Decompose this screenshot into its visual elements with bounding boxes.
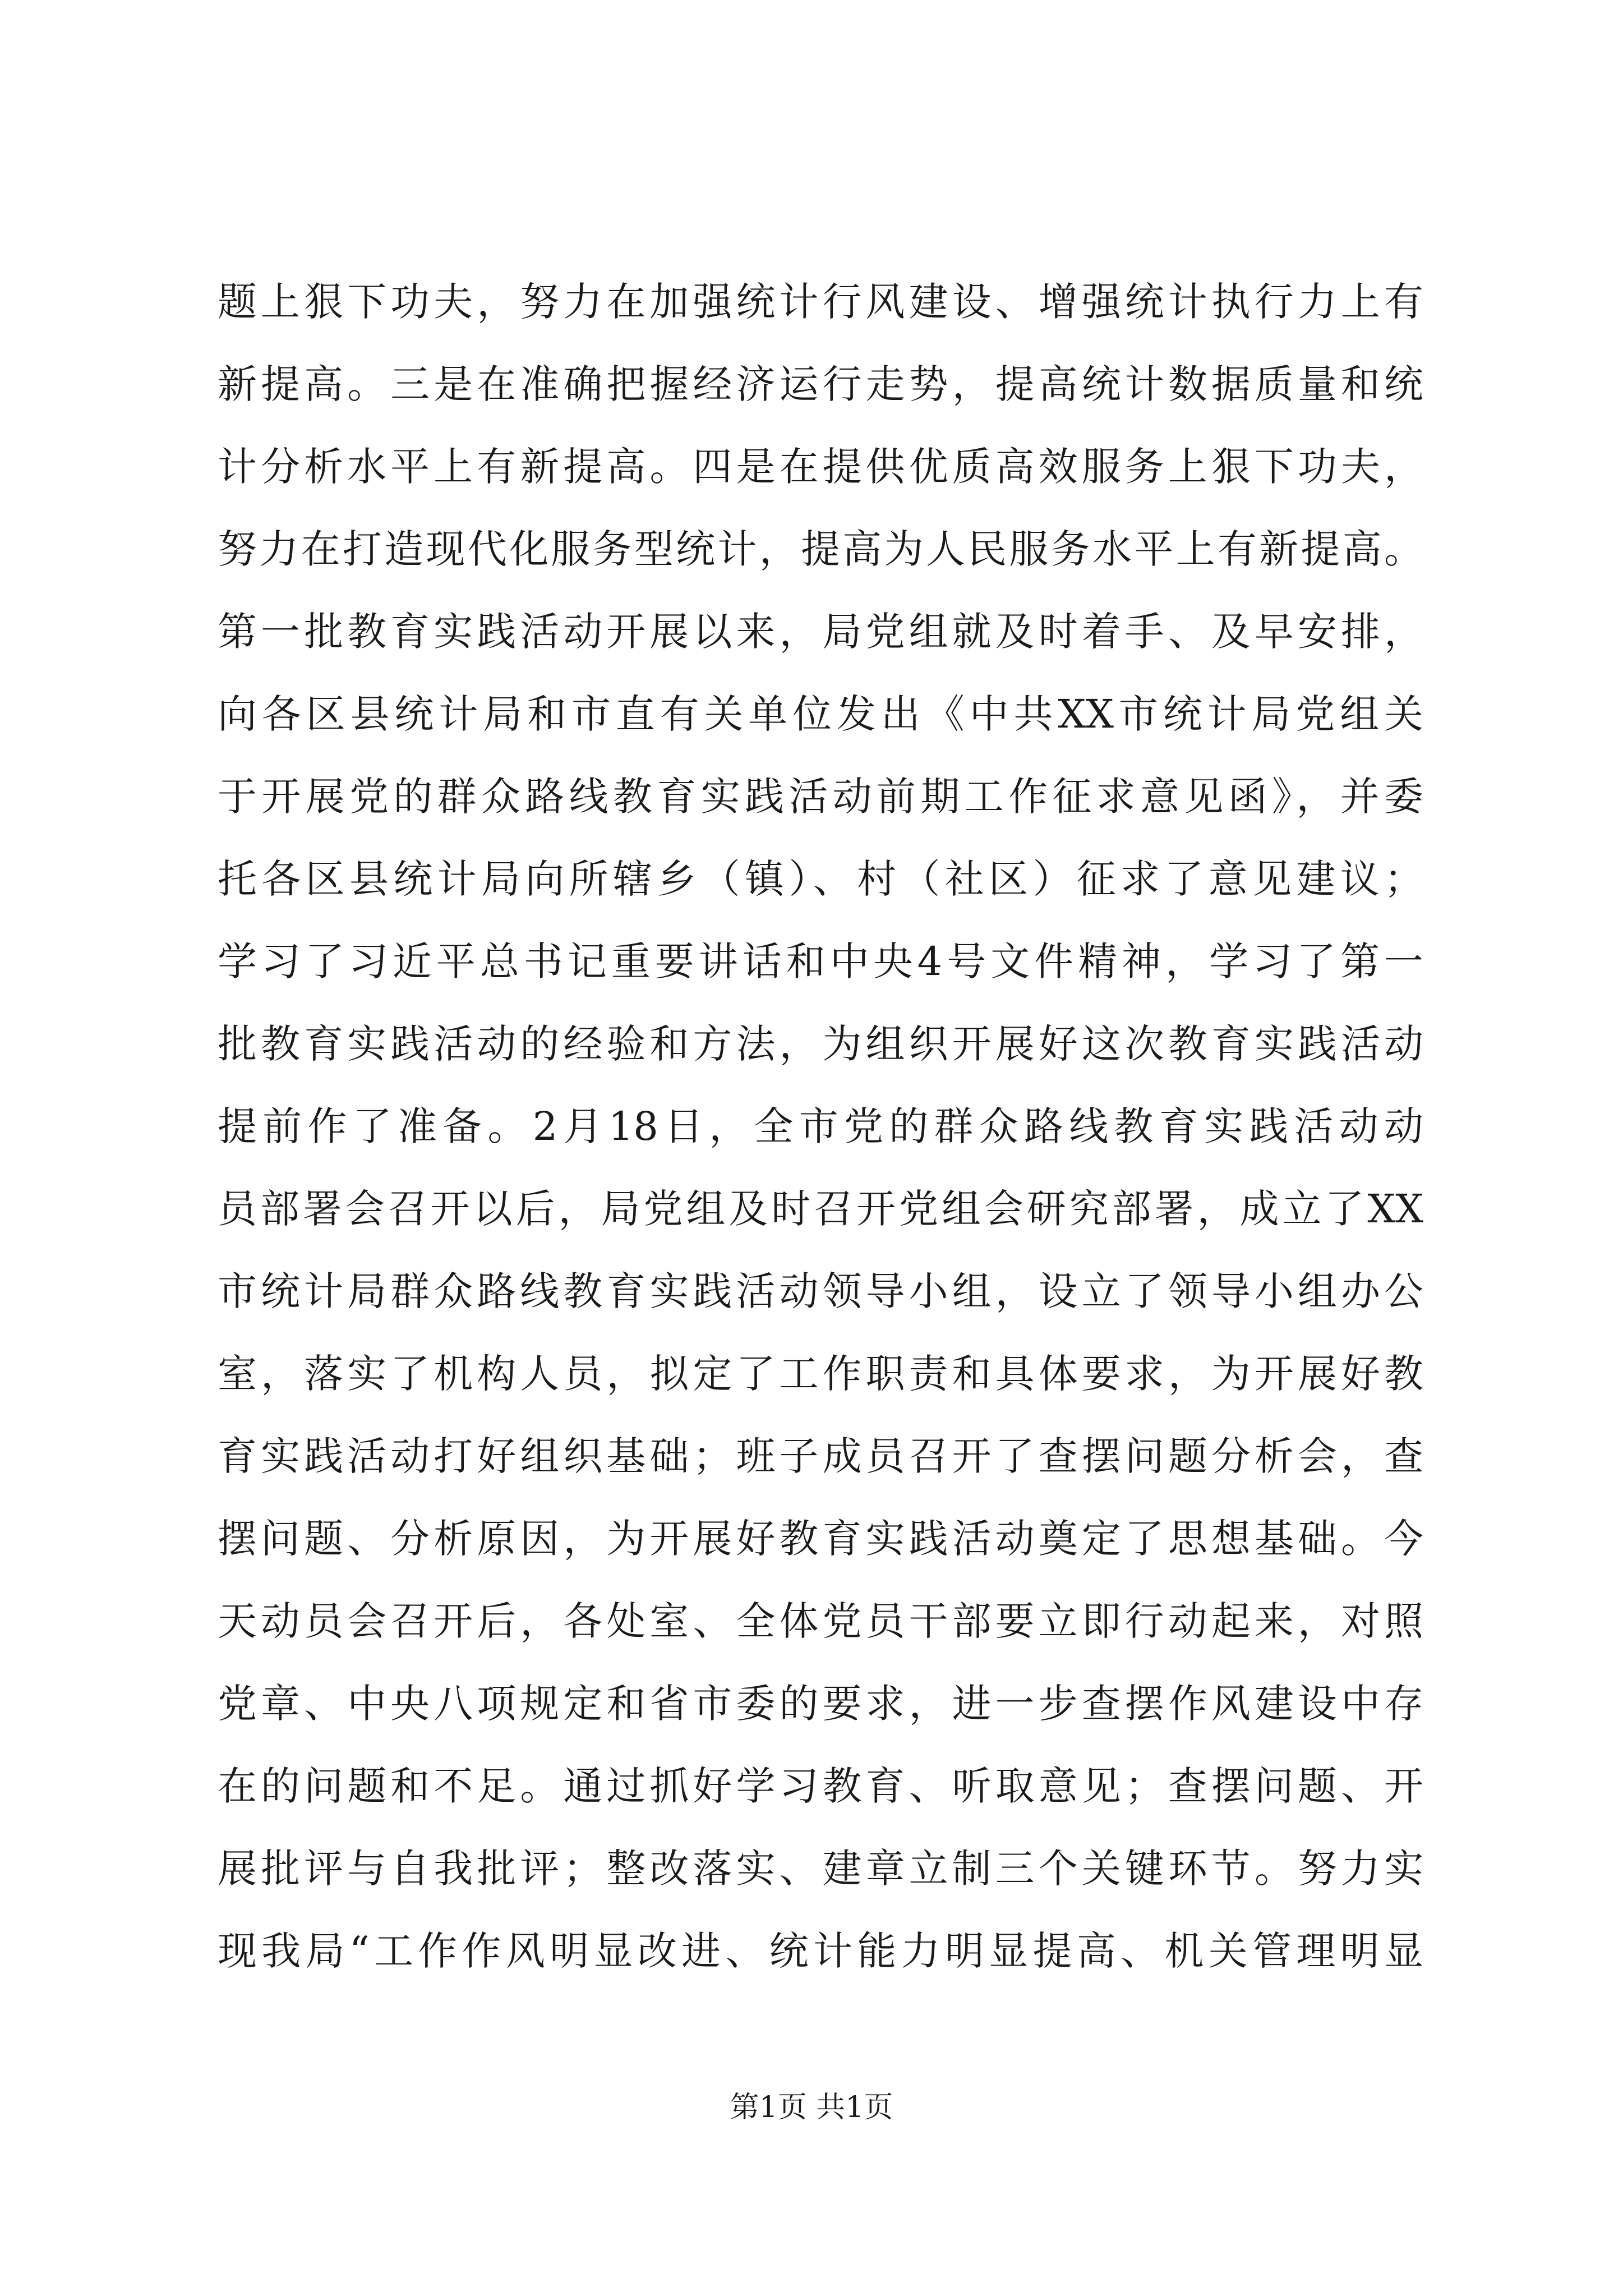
text-line: 现我局“工作作风明显改进、统计能力明显提高、机关管理明显 <box>218 1928 1423 1974</box>
text-line: 计分析水平上有新提高。四是在提供优质高效服务上狠下功夫， <box>218 444 1423 490</box>
text-line: 天动员会召开后，各处室、全体党员干部要立即行动起来，对照 <box>218 1598 1423 1644</box>
text-line: 提前作了准备。2月18日，全市党的群众路线教育实践活动动 <box>218 1103 1423 1149</box>
text-line: 员部署会召开以后，局党组及时召开党组会研究部署，成立了XX <box>218 1186 1423 1232</box>
text-line: 第一批教育实践活动开展以来，局党组就及时着手、及早安排， <box>218 609 1423 655</box>
text-line: 党章、中央八项规定和省市委的要求，进一步查摆作风建设中存 <box>218 1681 1423 1727</box>
text-line: 新提高。三是在准确把握经济运行走势，提高统计数据质量和统 <box>218 361 1423 407</box>
text-line: 向各区县统计局和市直有关单位发出《中共XX市统计局党组关 <box>218 691 1423 737</box>
text-line: 摆问题、分析原因，为开展好教育实践活动奠定了思想基础。今 <box>218 1516 1423 1562</box>
text-line: 努力在打造现代化服务型统计，提高为人民服务水平上有新提高。 <box>218 526 1423 572</box>
text-line: 批教育实践活动的经验和方法，为组织开展好这次教育实践活动 <box>218 1021 1423 1067</box>
page-footer: 第1页 共1页 <box>730 2091 893 2124</box>
text-line: 室，落实了机构人员，拟定了工作职责和具体要求，为开展好教 <box>218 1351 1423 1397</box>
text-line: 托各区县统计局向所辖乡（镇）、村（社区）征求了意见建议； <box>218 856 1423 902</box>
document-body <box>218 261 1423 1993</box>
text-line: 育实践活动打好组织基础；班子成员召开了查摆问题分析会，查 <box>218 1433 1423 1479</box>
text-line: 学习了习近平总书记重要讲话和中央4号文件精神，学习了第一 <box>218 938 1423 984</box>
text-line: 于开展党的群众路线教育实践活动前期工作征求意见函》，并委 <box>218 774 1423 820</box>
text-line: 题上狠下功夫，努力在加强统计行风建设、增强统计执行力上有 <box>218 279 1423 325</box>
text-line: 在的问题和不足。通过抓好学习教育、听取意见；查摆问题、开 <box>218 1763 1423 1809</box>
text-line: 市统计局群众路线教育实践活动领导小组，设立了领导小组办公 <box>218 1268 1423 1314</box>
text-line: 展批评与自我批评；整改落实、建章立制三个关键环节。努力实 <box>218 1846 1423 1892</box>
